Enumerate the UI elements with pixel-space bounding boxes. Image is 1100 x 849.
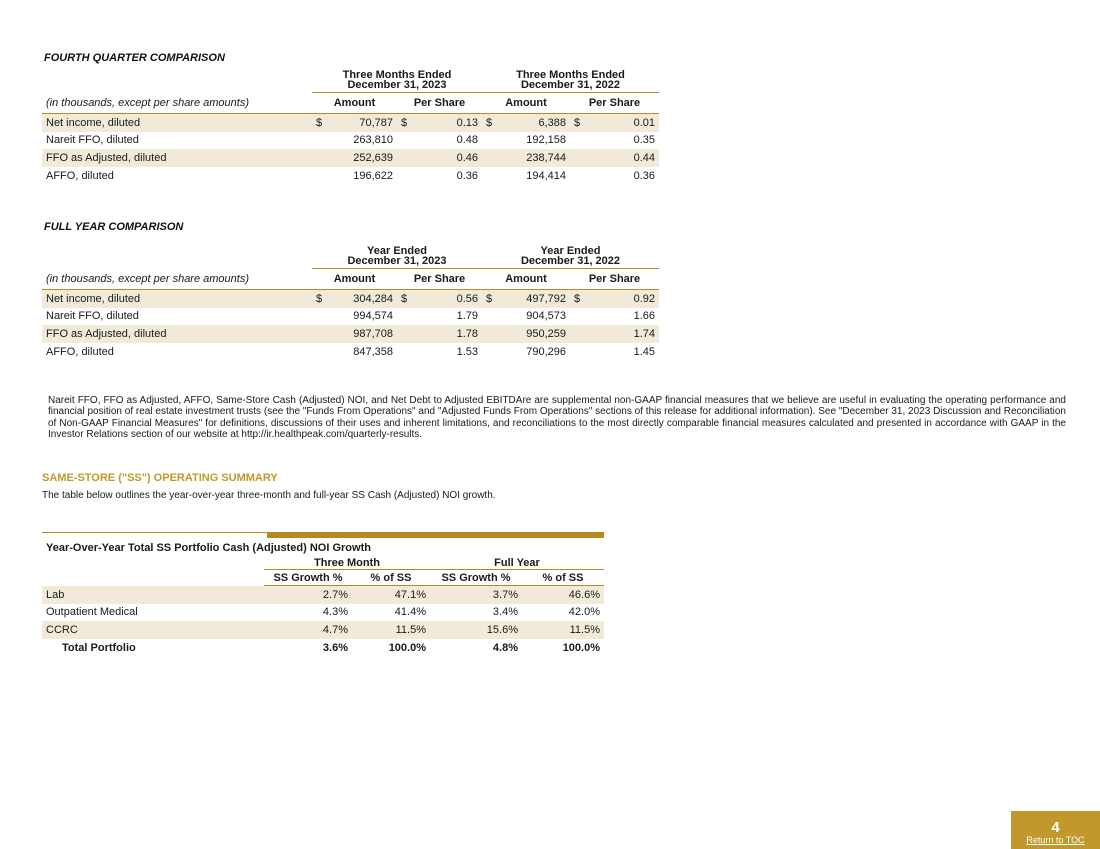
non-gaap-disclaimer: Nareit FFO, FFO as Adjusted, AFFO, Same-Store Cash (Adjusted) NOI, and Net Debt to Adjusted EBITDAre are supplemental non-GAAP financial measures that we believe are useful in evaluating the operating performance and financial position of real estate investment trusts (see the "Funds From Operations" and "Adjusted Funds From Operations" sections of this release for additional information). See "December 31, 2023 Discussion and Reconciliation of Non-GAAP Financial Measures" for definitions, discussions of their uses and inherent limitations, and reconciliations to the most directly comparable financial measures calculated and presented in accordance with GAAP in the Investor Relations section of our website at http://ir.healthpeak.com/quarterly-results. <box>48 395 1066 440</box>
table-row: Net income, diluted $ 304,284 $ 0.56 $ 497,792 $ 0.92 <box>42 290 659 308</box>
col-ss-growth: SS Growth % <box>264 570 352 586</box>
col-per-share: Per Share <box>397 93 482 114</box>
quarter-units-note: (in thousands, except per share amounts) <box>42 93 312 114</box>
fullyear-group-2023: Year Ended December 31, 2023 <box>312 242 482 269</box>
page-number: 4 <box>1051 819 1060 836</box>
fullyear-comparison-table <box>42 242 659 360</box>
ss-growth-table <box>42 540 604 656</box>
ss-table-rule <box>42 532 267 533</box>
table-row: Nareit FFO, diluted 994,574 1.79 904,573 1.66 <box>46 310 655 323</box>
col-per-share: Per Share <box>570 93 659 114</box>
ss-table-bar <box>267 532 604 538</box>
table-row: Outpatient Medical 4.3% 41.4% 3.4% 42.0% <box>46 606 600 619</box>
fullyear-group-2022: Year Ended December 31, 2022 <box>482 242 659 269</box>
table-row: AFFO, diluted 196,622 0.36 194,414 0.36 <box>46 169 655 182</box>
quarter-group-2023: Three Months Ended December 31, 2023 <box>312 66 482 93</box>
table-row: CCRC 4.7% 11.5% 15.6% 11.5% <box>42 621 604 639</box>
quarter-comparison-table <box>42 66 659 184</box>
table-total-row: Total Portfolio 3.6% 100.0% 4.8% 100.0% <box>62 641 600 654</box>
ss-group-full-year: Full Year <box>430 556 604 570</box>
col-amount: Amount <box>482 269 570 290</box>
table-row: Nareit FFO, diluted 263,810 0.48 192,158 0.35 <box>46 134 655 147</box>
ss-section-title: SAME-STORE ("SS") OPERATING SUMMARY <box>42 472 278 484</box>
col-amount: Amount <box>312 93 397 114</box>
table-row: Lab 2.7% 47.1% 3.7% 46.6% <box>42 586 604 604</box>
col-per-share: Per Share <box>397 269 482 290</box>
col-ss-growth: SS Growth % <box>430 570 522 586</box>
page-footer-box <box>1011 811 1100 849</box>
fullyear-section-title: FULL YEAR COMPARISON <box>44 221 184 233</box>
table-row: Net income, diluted $ 70,787 $ 0.13 $ 6,388 $ 0.01 <box>42 114 659 132</box>
table-row: AFFO, diluted 847,358 1.53 790,296 1.45 <box>46 345 655 358</box>
col-pct-of-ss: % of SS <box>522 570 604 586</box>
quarter-section-title: FOURTH QUARTER COMPARISON <box>44 52 225 64</box>
fullyear-units-note: (in thousands, except per share amounts) <box>42 269 312 290</box>
table-row: FFO as Adjusted, diluted 252,639 0.46 238,744 0.44 <box>42 149 659 167</box>
ss-section-subtitle: The table below outlines the year-over-year three-month and full-year SS Cash (Adjusted) NOI growth. <box>42 490 496 501</box>
ss-table-title: Year-Over-Year Total SS Portfolio Cash (Adjusted) NOI Growth <box>46 542 371 554</box>
quarter-group-2022: Three Months Ended December 31, 2022 <box>482 66 659 93</box>
table-row: FFO as Adjusted, diluted 987,708 1.78 950,259 1.74 <box>42 325 659 343</box>
col-per-share: Per Share <box>570 269 659 290</box>
col-amount: Amount <box>312 269 397 290</box>
return-to-toc-link[interactable]: Return to TOC <box>1026 835 1085 845</box>
col-amount: Amount <box>482 93 570 114</box>
col-pct-of-ss: % of SS <box>352 570 430 586</box>
ss-group-three-month: Three Month <box>264 556 430 570</box>
